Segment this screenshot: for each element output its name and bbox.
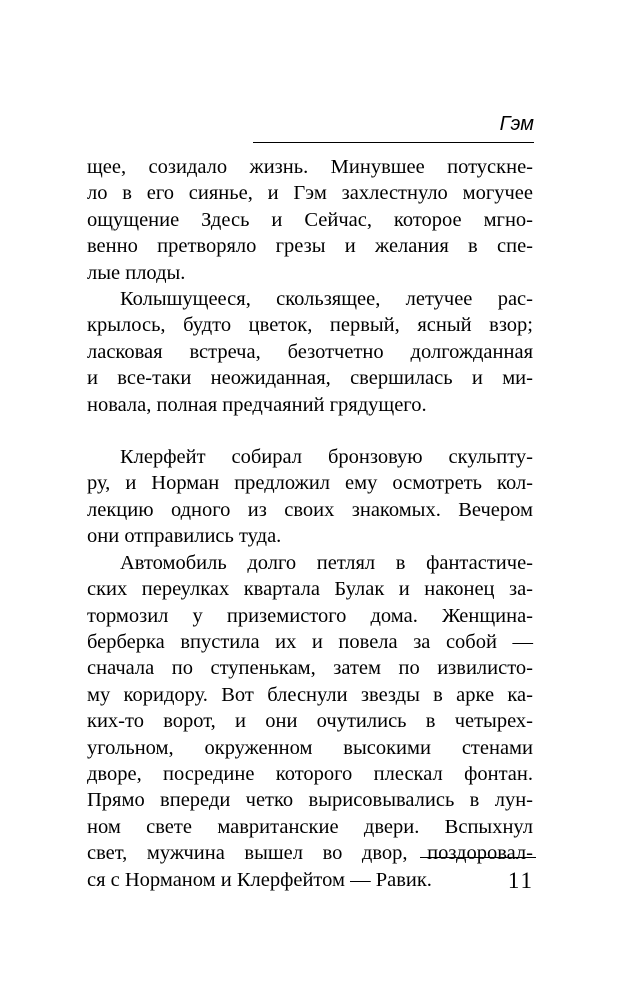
text-line: ру, и Норман предложил ему осмотреть кол-: [87, 472, 533, 495]
text-line: ощущение Здесь и Сейчас, которое мгно-: [87, 208, 533, 231]
text-line: сначала по ступенькам, затем по извилисто-: [87, 657, 533, 680]
paragraph-4: [87, 550, 533, 893]
text-line: Клерфейт собирал бронзовую скульпту-: [120, 446, 533, 469]
text-line: берберка впустила их и повела за собой —: [87, 630, 533, 653]
text-line: му коридору. Вот блеснули звезды в арке ка-: [87, 683, 533, 706]
footer-rule: [420, 857, 536, 858]
text-line: угольном, окруженном высокими стенами: [87, 736, 533, 759]
text-line: дворе, посредине которого плескал фонтан.: [87, 762, 533, 785]
text-line: ласковая встреча, безотчетно долгожданная: [87, 340, 533, 363]
text-line: ло в его сиянье, и Гэм захлестнуло могучее: [87, 182, 533, 205]
text-line: новала, полная предчаяний грядущего.: [87, 393, 427, 416]
text-line: и все-таки неожиданная, свершилась и ми-: [87, 367, 533, 390]
text-line: щее, созидало жизнь. Минувшее потускне-: [87, 156, 533, 178]
text-line: лекцию одного из своих знакомых. Вечером: [87, 498, 533, 521]
page-number: 11: [507, 868, 534, 893]
text-line: ся с Норманом и Клерфейтом — Равик.: [87, 868, 432, 891]
paragraph-1: [87, 154, 533, 286]
text-line: тормозил у приземистого дома. Женщина-: [87, 604, 533, 627]
body-text: [87, 154, 533, 893]
text-line: лые плоды.: [87, 261, 186, 284]
paragraph-2: [87, 286, 533, 418]
paragraph-3: [87, 444, 533, 550]
header-rule: [253, 142, 534, 143]
running-head: Гэм: [499, 113, 534, 135]
text-line: Колышущееся, скользящее, летучее рас-: [120, 288, 533, 311]
text-line: ном свете мавританские двери. Вспыхнул: [87, 815, 533, 838]
text-line: Прямо впереди четко вырисовывались в лун-: [87, 789, 533, 812]
text-line: ких-то ворот, и они очутились в четырех-: [87, 710, 533, 733]
section-break: [87, 418, 533, 444]
text-line: они отправились туда.: [87, 525, 282, 548]
text-line: свет, мужчина вышел во двор, поздоровал-: [87, 842, 533, 865]
text-line: ских переулках квартала Булак и наконец за-: [87, 578, 533, 601]
text-line: венно претворяло грезы и желания в спе-: [87, 235, 533, 258]
text-line: Автомобиль долго петлял в фантастиче-: [120, 551, 533, 574]
text-line: крылось, будто цветок, первый, ясный взор;: [87, 314, 533, 337]
